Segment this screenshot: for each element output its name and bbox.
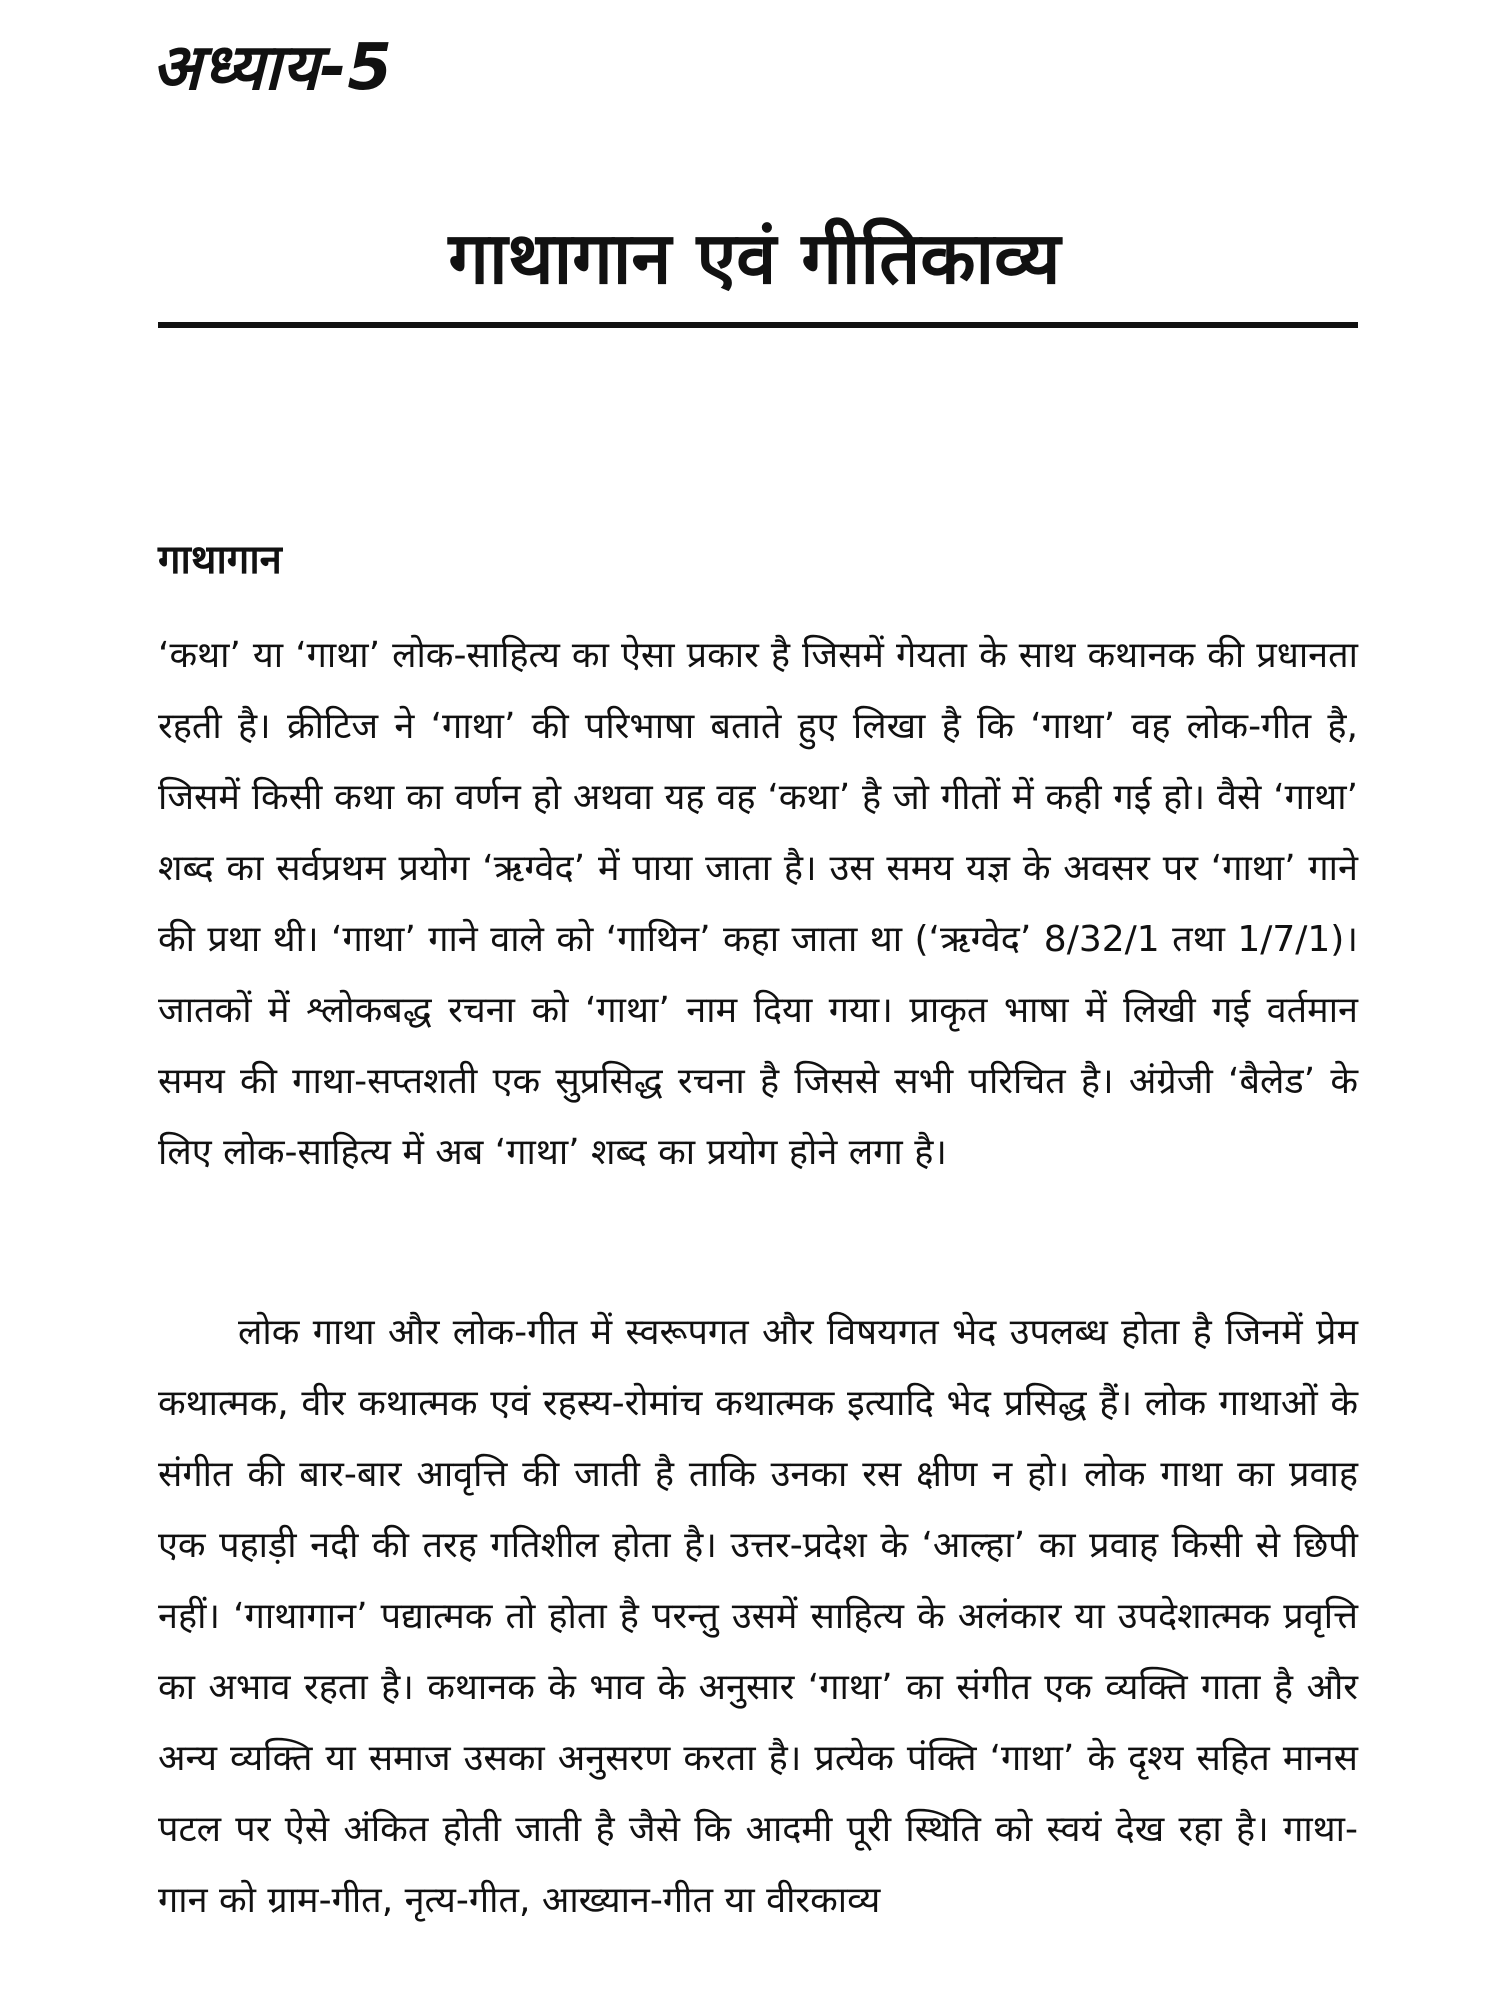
body-paragraph-1: ‘कथा’ या ‘गाथा’ लोक-साहित्य का ऐसा प्रकार है जिसमें गेयता के साथ कथानक की प्रधानता रहती है। क्रीटिज ने ‘गाथा’ की परिभाषा बताते हुए लिखा है कि ‘गाथा’ वह लोक-गीत है, जिसमें किसी कथा का वर्णन हो अथवा यह वह ‘कथा’ है जो गीतों में कही गई हो। वैसे ‘गाथा’ शब्द का सर्वप्रथम प्रयोग ‘ऋग्वेद’ में पाया जाता है। उस समय यज्ञ के अवसर पर ‘गाथा’ गाने की प्रथा थी। ‘गाथा’ गाने वाले को ‘गाथिन’ कहा जाता था (‘ऋग्वेद’ 8/32/1 तथा 1/7/1)। जातकों में श्लोकबद्ध रचना को ‘गाथा’ नाम दिया गया। प्राकृत भाषा में लिखी गई वर्तमान समय की गाथा-सप्तशती एक सुप्रसिद्ध रचना है जिससे सभी परिचित है। अंग्रेजी ‘बैलेड’ के लिए लोक-साहित्य में अब ‘गाथा’ शब्द का प्रयोग होने लगा है। — [158, 635, 1358, 1173]
title-divider — [158, 322, 1358, 328]
section-heading: गाथागान — [158, 537, 282, 583]
chapter-label: अध्याय-5 — [152, 31, 393, 105]
chapter-title: गाथागान एवं गीतिकाव्य — [448, 216, 1061, 300]
body-paragraph-2: लोक गाथा और लोक-गीत में स्वरूपगत और विषयगत भेद उपलब्ध होता है जिनमें प्रेम कथात्मक, वीर कथात्मक एवं रहस्य-रोमांच कथात्मक इत्यादि भेद प्रसिद्ध हैं। लोक गाथाओं के संगीत की बार-बार आवृत्ति की जाती है ताकि उनका रस क्षीण न हो। लोक गाथा का प्रवाह एक पहाड़ी नदी की तरह गतिशील होता है। उत्तर-प्रदेश के ‘आल्हा’ का प्रवाह किसी से छिपी नहीं। ‘गाथागान’ पद्यात्मक तो होता है परन्तु उसमें साहित्य के अलंकार या उपदेशात्मक प्रवृत्ति का अभाव रहता है। कथानक के भाव के अनुसार ‘गाथा’ का संगीत एक व्यक्ति गाता है और अन्य व्यक्ति या समाज उसका अनुसरण करता है। प्रत्येक पंक्ति ‘गाथा’ के दृश्य सहित मानस पटल पर ऐसे अंकित होती जाती है जैसे कि आदमी पूरी स्थिति को स्वयं देख रहा है। गाथा-गान को ग्राम-गीत, नृत्य-गीत, आख्यान-गीत या वीरकाव्य — [158, 1312, 1358, 1921]
